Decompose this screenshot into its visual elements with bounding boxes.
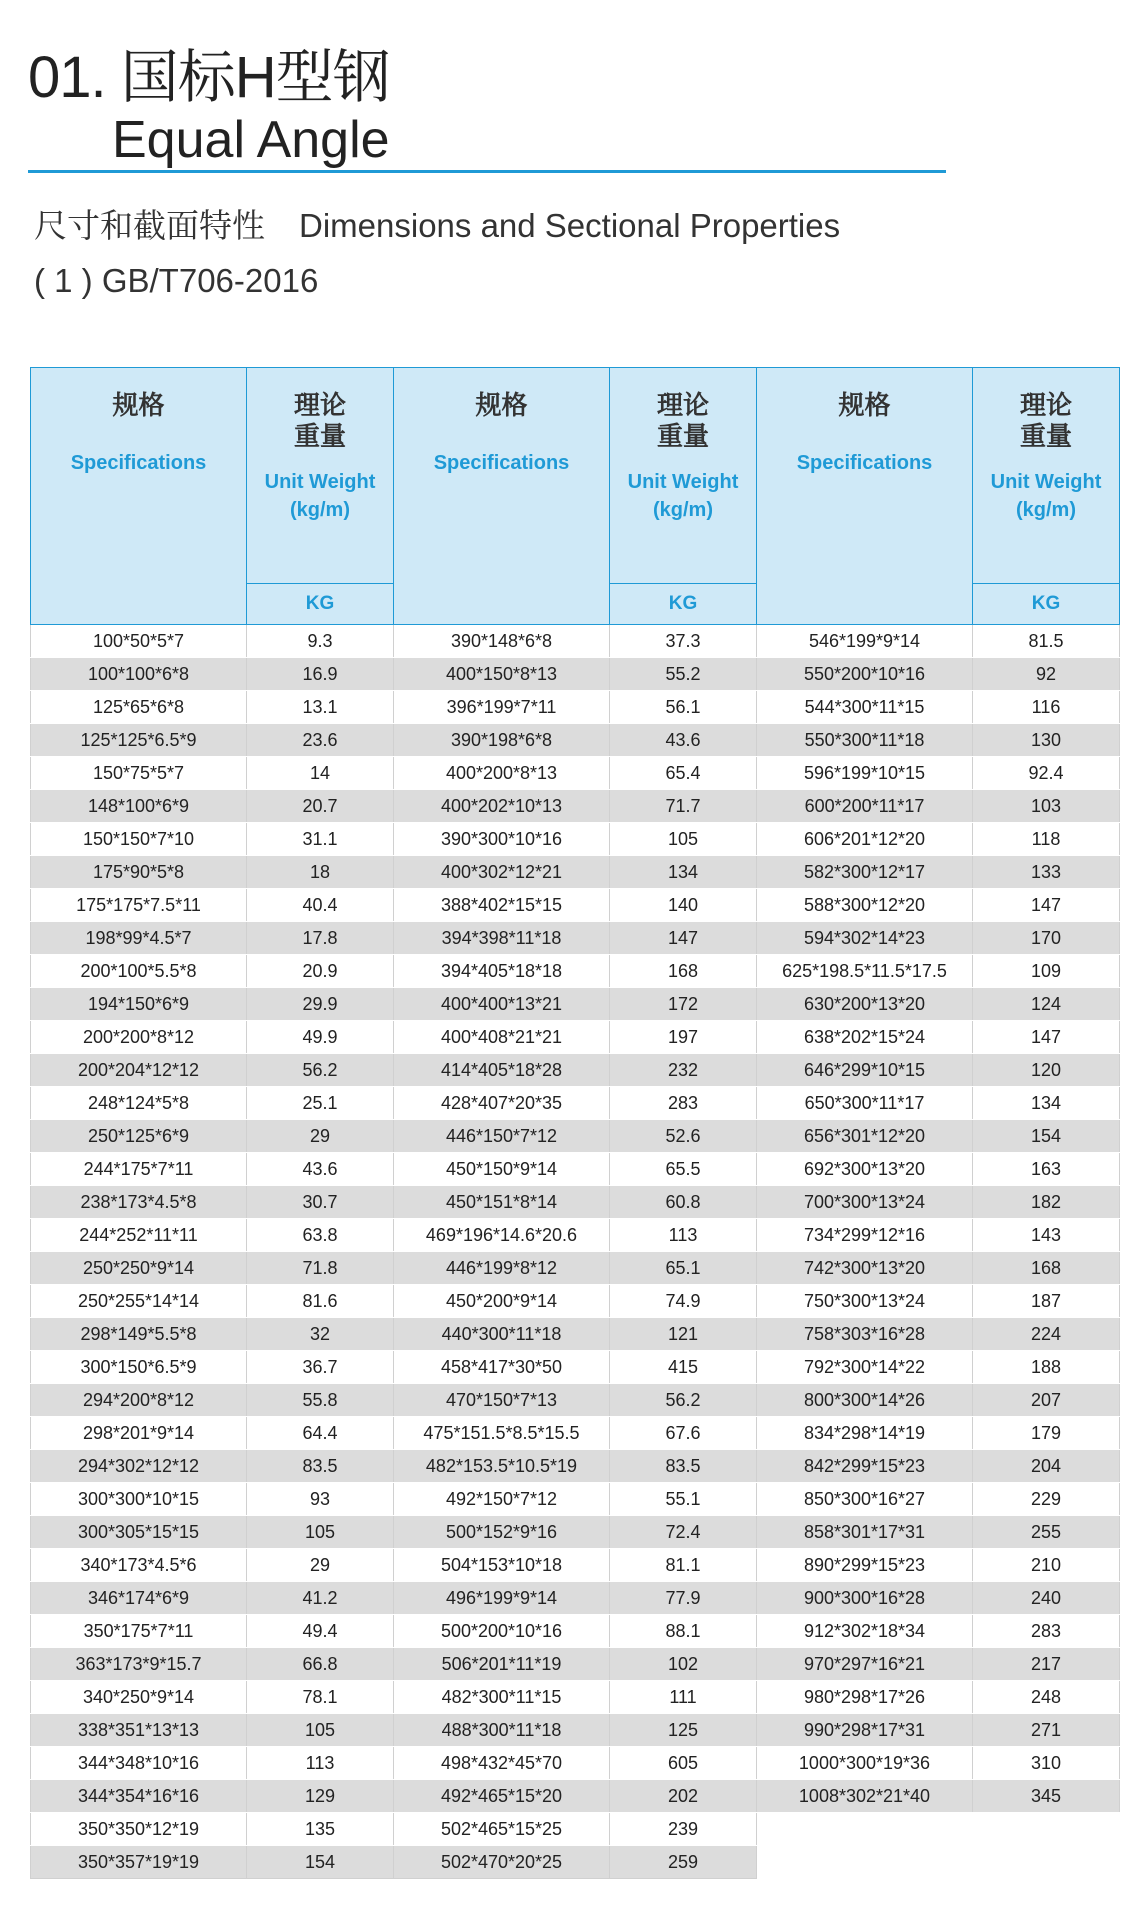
table-row	[31, 1417, 1120, 1450]
spec-cell: 1000*300*19*36	[757, 1747, 973, 1780]
weight-cell: 197	[610, 1021, 757, 1054]
spec-table-body	[31, 625, 1120, 1879]
spec-cell: 970*297*16*21	[757, 1648, 973, 1681]
header-spec-cn: 规格	[112, 390, 165, 420]
weight-cell: 23.6	[247, 724, 394, 757]
header-weight-2	[610, 368, 757, 584]
spec-cell: 400*200*8*13	[394, 757, 610, 790]
spec-cell: 344*354*16*16	[31, 1780, 247, 1813]
spec-cell: 100*100*6*8	[31, 658, 247, 691]
weight-cell: 88.1	[610, 1615, 757, 1648]
table-row	[31, 1615, 1120, 1648]
weight-cell: 65.5	[610, 1153, 757, 1186]
weight-cell: 147	[610, 922, 757, 955]
header-weight-1	[247, 368, 394, 584]
spec-cell: 175*175*7.5*11	[31, 889, 247, 922]
spec-cell: 742*300*13*20	[757, 1252, 973, 1285]
weight-cell: 125	[610, 1714, 757, 1747]
spec-cell: 900*300*16*28	[757, 1582, 973, 1615]
spec-cell: 470*150*7*13	[394, 1384, 610, 1417]
spec-cell: 294*302*12*12	[31, 1450, 247, 1483]
spec-cell: 550*300*11*18	[757, 724, 973, 757]
spec-cell: 363*173*9*15.7	[31, 1648, 247, 1681]
spec-cell: 734*299*12*16	[757, 1219, 973, 1252]
weight-cell: 172	[610, 988, 757, 1021]
table-row	[31, 691, 1120, 724]
header-spec-cn: 规格	[475, 390, 528, 420]
weight-cell: 37.3	[610, 625, 757, 658]
spec-cell: 600*200*11*17	[757, 790, 973, 823]
weight-cell: 64.4	[247, 1417, 394, 1450]
page-title-english: Equal Angle	[112, 111, 390, 169]
weight-cell: 124	[973, 988, 1120, 1021]
spec-cell: 450*151*8*14	[394, 1186, 610, 1219]
weight-cell: 20.9	[247, 955, 394, 988]
spec-cell: 340*250*9*14	[31, 1681, 247, 1714]
subtitle-cn: 尺寸和截面特性	[34, 207, 265, 244]
table-row	[31, 1153, 1120, 1186]
weight-cell: 207	[973, 1384, 1120, 1417]
spec-cell: 388*402*15*15	[394, 889, 610, 922]
table-row	[31, 1384, 1120, 1417]
header-spec-en: Specifications	[433, 452, 570, 474]
weight-cell: 92.4	[973, 757, 1120, 790]
spec-cell: 198*99*4.5*7	[31, 922, 247, 955]
spec-cell: 469*196*14.6*20.6	[394, 1219, 610, 1252]
spec-cell: 492*150*7*12	[394, 1483, 610, 1516]
table-row	[31, 1252, 1120, 1285]
spec-cell: 498*432*45*70	[394, 1747, 610, 1780]
table-row	[31, 1516, 1120, 1549]
table-row	[31, 1450, 1120, 1483]
spec-cell: 298*201*9*14	[31, 1417, 247, 1450]
spec-cell: 238*173*4.5*8	[31, 1186, 247, 1219]
weight-cell: 78.1	[247, 1681, 394, 1714]
weight-cell: 133	[973, 856, 1120, 889]
weight-cell: 55.2	[610, 658, 757, 691]
spec-cell: 175*90*5*8	[31, 856, 247, 889]
weight-cell: 71.8	[247, 1252, 394, 1285]
weight-cell: 224	[973, 1318, 1120, 1351]
spec-cell: 750*300*13*24	[757, 1285, 973, 1318]
spec-cell: 346*174*6*9	[31, 1582, 247, 1615]
spec-cell: 506*201*11*19	[394, 1648, 610, 1681]
weight-cell: 66.8	[247, 1648, 394, 1681]
weight-cell: 259	[610, 1846, 757, 1879]
spec-cell: 890*299*15*23	[757, 1549, 973, 1582]
spec-cell: 692*300*13*20	[757, 1153, 973, 1186]
weight-cell: 111	[610, 1681, 757, 1714]
weight-cell: 72.4	[610, 1516, 757, 1549]
weight-cell: 129	[247, 1780, 394, 1813]
weight-cell: 118	[973, 823, 1120, 856]
weight-cell: 83.5	[247, 1450, 394, 1483]
weight-cell: 29	[247, 1120, 394, 1153]
header-spec-en: Specifications	[796, 452, 933, 474]
header-spec-cn: 规格	[838, 390, 891, 420]
spec-cell: 858*301*17*31	[757, 1516, 973, 1549]
weight-cell: 154	[973, 1120, 1120, 1153]
table-row	[31, 1186, 1120, 1219]
weight-cell: 188	[973, 1351, 1120, 1384]
weight-cell: 20.7	[247, 790, 394, 823]
weight-cell: 113	[610, 1219, 757, 1252]
weight-cell: 217	[973, 1648, 1120, 1681]
weight-cell: 25.1	[247, 1087, 394, 1120]
table-row	[31, 1549, 1120, 1582]
spec-cell: 394*405*18*18	[394, 955, 610, 988]
weight-cell: 232	[610, 1054, 757, 1087]
weight-cell: 105	[247, 1516, 394, 1549]
spec-cell: 834*298*14*19	[757, 1417, 973, 1450]
weight-cell	[973, 1813, 1120, 1846]
weight-cell: 49.9	[247, 1021, 394, 1054]
table-row	[31, 988, 1120, 1021]
weight-cell: 204	[973, 1450, 1120, 1483]
weight-cell: 239	[610, 1813, 757, 1846]
weight-cell: 16.9	[247, 658, 394, 691]
spec-cell: 758*303*16*28	[757, 1318, 973, 1351]
weight-cell: 55.8	[247, 1384, 394, 1417]
weight-cell: 113	[247, 1747, 394, 1780]
spec-cell: 394*398*11*18	[394, 922, 610, 955]
weight-cell: 55.1	[610, 1483, 757, 1516]
weight-cell: 92	[973, 658, 1120, 691]
weight-cell: 229	[973, 1483, 1120, 1516]
header-weight-cn: 理论重量	[293, 390, 346, 451]
table-row	[31, 1318, 1120, 1351]
table-row	[31, 823, 1120, 856]
weight-cell: 30.7	[247, 1186, 394, 1219]
weight-cell: 105	[247, 1714, 394, 1747]
table-row	[31, 1120, 1120, 1153]
weight-cell: 102	[610, 1648, 757, 1681]
spec-cell: 594*302*14*23	[757, 922, 973, 955]
table-row	[31, 1582, 1120, 1615]
weight-cell: 143	[973, 1219, 1120, 1252]
weight-cell: 49.4	[247, 1615, 394, 1648]
spec-cell: 475*151.5*8.5*15.5	[394, 1417, 610, 1450]
table-row	[31, 1483, 1120, 1516]
spec-cell: 546*199*9*14	[757, 625, 973, 658]
header-spec-3	[757, 368, 973, 625]
weight-cell: 67.6	[610, 1417, 757, 1450]
spec-cell: 200*204*12*12	[31, 1054, 247, 1087]
table-row	[31, 625, 1120, 658]
weight-cell: 134	[610, 856, 757, 889]
table-row	[31, 1846, 1120, 1879]
weight-cell: 154	[247, 1846, 394, 1879]
spec-cell: 650*300*11*17	[757, 1087, 973, 1120]
header-weight-en: Unit Weight (kg/m)	[627, 471, 739, 521]
header-weight-en: Unit Weight (kg/m)	[264, 471, 376, 521]
weight-cell: 109	[973, 955, 1120, 988]
weight-cell: 81.5	[973, 625, 1120, 658]
weight-cell: 105	[610, 823, 757, 856]
weight-cell: 81.6	[247, 1285, 394, 1318]
spec-cell: 496*199*9*14	[394, 1582, 610, 1615]
spec-cell: 100*50*5*7	[31, 625, 247, 658]
spec-cell: 482*300*11*15	[394, 1681, 610, 1714]
weight-cell: 605	[610, 1747, 757, 1780]
weight-cell: 56.2	[247, 1054, 394, 1087]
spec-cell: 440*300*11*18	[394, 1318, 610, 1351]
spec-cell: 800*300*14*26	[757, 1384, 973, 1417]
weight-cell	[973, 1846, 1120, 1879]
table-row	[31, 1351, 1120, 1384]
spec-cell: 646*299*10*15	[757, 1054, 973, 1087]
weight-cell: 77.9	[610, 1582, 757, 1615]
weight-cell: 130	[973, 724, 1120, 757]
weight-cell: 179	[973, 1417, 1120, 1450]
table-row	[31, 658, 1120, 691]
spec-cell: 298*149*5.5*8	[31, 1318, 247, 1351]
spec-cell: 344*348*10*16	[31, 1747, 247, 1780]
spec-cell: 625*198.5*11.5*17.5	[757, 955, 973, 988]
spec-table	[30, 367, 1120, 1879]
spec-cell: 850*300*16*27	[757, 1483, 973, 1516]
table-row	[31, 955, 1120, 988]
header-unit-2: KG	[610, 584, 757, 625]
spec-cell: 482*153.5*10.5*19	[394, 1450, 610, 1483]
weight-cell: 163	[973, 1153, 1120, 1186]
weight-cell: 41.2	[247, 1582, 394, 1615]
header-spec-1	[31, 368, 247, 625]
spec-cell: 792*300*14*22	[757, 1351, 973, 1384]
spec-cell: 338*351*13*13	[31, 1714, 247, 1747]
weight-cell: 103	[973, 790, 1120, 823]
header-weight-cn: 理论重量	[656, 390, 709, 451]
spec-cell: 912*302*18*34	[757, 1615, 973, 1648]
weight-cell: 52.6	[610, 1120, 757, 1153]
table-row	[31, 856, 1120, 889]
spec-cell	[757, 1813, 973, 1846]
weight-cell: 13.1	[247, 691, 394, 724]
spec-cell: 400*202*10*13	[394, 790, 610, 823]
header-weight-3	[973, 368, 1120, 584]
weight-cell: 140	[610, 889, 757, 922]
spec-cell: 842*299*15*23	[757, 1450, 973, 1483]
weight-cell: 81.1	[610, 1549, 757, 1582]
section-subtitle	[34, 200, 840, 247]
spec-cell: 990*298*17*31	[757, 1714, 973, 1747]
spec-cell	[757, 1846, 973, 1879]
weight-cell: 71.7	[610, 790, 757, 823]
weight-cell: 187	[973, 1285, 1120, 1318]
spec-cell: 700*300*13*24	[757, 1186, 973, 1219]
spec-cell: 428*407*20*35	[394, 1087, 610, 1120]
spec-cell: 450*200*9*14	[394, 1285, 610, 1318]
spec-cell: 150*75*5*7	[31, 757, 247, 790]
header-unit-1: KG	[247, 584, 394, 625]
table-row	[31, 1219, 1120, 1252]
weight-cell: 202	[610, 1780, 757, 1813]
weight-cell: 168	[973, 1252, 1120, 1285]
weight-cell: 83.5	[610, 1450, 757, 1483]
spec-cell: 630*200*13*20	[757, 988, 973, 1021]
weight-cell: 168	[610, 955, 757, 988]
spec-cell: 340*173*4.5*6	[31, 1549, 247, 1582]
table-row	[31, 1648, 1120, 1681]
table-row	[31, 1714, 1120, 1747]
spec-cell: 250*125*6*9	[31, 1120, 247, 1153]
table-row	[31, 1021, 1120, 1054]
spec-cell: 350*350*12*19	[31, 1813, 247, 1846]
weight-cell: 147	[973, 889, 1120, 922]
weight-cell: 283	[973, 1615, 1120, 1648]
spec-cell: 502*465*15*25	[394, 1813, 610, 1846]
spec-cell: 390*198*6*8	[394, 724, 610, 757]
subtitle-en: Dimensions and Sectional Properties	[299, 207, 841, 244]
weight-cell: 43.6	[610, 724, 757, 757]
spec-cell: 446*199*8*12	[394, 1252, 610, 1285]
header-unit-3: KG	[973, 584, 1120, 625]
spec-cell: 250*250*9*14	[31, 1252, 247, 1285]
spec-cell: 300*150*6.5*9	[31, 1351, 247, 1384]
table-row	[31, 922, 1120, 955]
spec-cell: 582*300*12*17	[757, 856, 973, 889]
spec-cell: 606*201*12*20	[757, 823, 973, 856]
weight-cell: 56.2	[610, 1384, 757, 1417]
spec-cell: 588*300*12*20	[757, 889, 973, 922]
spec-cell: 248*124*5*8	[31, 1087, 247, 1120]
weight-cell: 17.8	[247, 922, 394, 955]
weight-cell: 9.3	[247, 625, 394, 658]
header-weight-en: Unit Weight (kg/m)	[990, 471, 1102, 521]
spec-cell: 488*300*11*18	[394, 1714, 610, 1747]
weight-cell: 29.9	[247, 988, 394, 1021]
weight-cell: 210	[973, 1549, 1120, 1582]
weight-cell: 31.1	[247, 823, 394, 856]
weight-cell: 345	[973, 1780, 1120, 1813]
spec-cell: 550*200*10*16	[757, 658, 973, 691]
spec-cell: 350*175*7*11	[31, 1615, 247, 1648]
table-row	[31, 1780, 1120, 1813]
table-row	[31, 889, 1120, 922]
weight-cell: 283	[610, 1087, 757, 1120]
spec-cell: 458*417*30*50	[394, 1351, 610, 1384]
header-weight-cn: 理论重量	[1019, 390, 1072, 451]
spec-cell: 502*470*20*25	[394, 1846, 610, 1879]
spec-cell: 446*150*7*12	[394, 1120, 610, 1153]
weight-cell: 18	[247, 856, 394, 889]
weight-cell: 36.7	[247, 1351, 394, 1384]
weight-cell: 170	[973, 922, 1120, 955]
spec-cell: 390*148*6*8	[394, 625, 610, 658]
spec-cell: 350*357*19*19	[31, 1846, 247, 1879]
page-title: 01. 国标H型钢	[28, 45, 390, 110]
spec-cell: 400*400*13*21	[394, 988, 610, 1021]
header-spec-en: Specifications	[70, 452, 207, 474]
spec-cell: 148*100*6*9	[31, 790, 247, 823]
spec-cell: 300*300*10*15	[31, 1483, 247, 1516]
spec-cell: 244*252*11*11	[31, 1219, 247, 1252]
weight-cell: 120	[973, 1054, 1120, 1087]
weight-cell: 240	[973, 1582, 1120, 1615]
weight-cell: 147	[973, 1021, 1120, 1054]
table-row	[31, 1087, 1120, 1120]
weight-cell: 93	[247, 1483, 394, 1516]
weight-cell: 116	[973, 691, 1120, 724]
spec-cell: 400*150*8*13	[394, 658, 610, 691]
weight-cell: 248	[973, 1681, 1120, 1714]
title-divider	[28, 170, 946, 173]
weight-cell: 135	[247, 1813, 394, 1846]
table-row	[31, 790, 1120, 823]
spec-cell: 200*100*5.5*8	[31, 955, 247, 988]
table-row	[31, 1054, 1120, 1087]
table-row	[31, 724, 1120, 757]
weight-cell: 271	[973, 1714, 1120, 1747]
spec-cell: 150*150*7*10	[31, 823, 247, 856]
table-row	[31, 1285, 1120, 1318]
spec-cell: 396*199*7*11	[394, 691, 610, 724]
weight-cell: 65.1	[610, 1252, 757, 1285]
table-row	[31, 1747, 1120, 1780]
spec-cell: 596*199*10*15	[757, 757, 973, 790]
spec-cell: 125*65*6*8	[31, 691, 247, 724]
spec-cell: 244*175*7*11	[31, 1153, 247, 1186]
spec-cell: 492*465*15*20	[394, 1780, 610, 1813]
spec-cell: 414*405*18*28	[394, 1054, 610, 1087]
weight-cell: 32	[247, 1318, 394, 1351]
spec-cell: 125*125*6.5*9	[31, 724, 247, 757]
spec-cell: 400*408*21*21	[394, 1021, 610, 1054]
spec-cell: 500*200*10*16	[394, 1615, 610, 1648]
weight-cell: 74.9	[610, 1285, 757, 1318]
weight-cell: 65.4	[610, 757, 757, 790]
spec-cell: 400*302*12*21	[394, 856, 610, 889]
standard-code: ( 1 ) GB/T706-2016	[34, 262, 319, 299]
spec-cell: 200*200*8*12	[31, 1021, 247, 1054]
spec-cell: 980*298*17*26	[757, 1681, 973, 1714]
weight-cell: 134	[973, 1087, 1120, 1120]
spec-cell: 300*305*15*15	[31, 1516, 247, 1549]
weight-cell: 29	[247, 1549, 394, 1582]
weight-cell: 14	[247, 757, 394, 790]
spec-cell: 1008*302*21*40	[757, 1780, 973, 1813]
spec-cell: 544*300*11*15	[757, 691, 973, 724]
weight-cell: 63.8	[247, 1219, 394, 1252]
spec-cell: 500*152*9*16	[394, 1516, 610, 1549]
weight-cell: 43.6	[247, 1153, 394, 1186]
weight-cell: 415	[610, 1351, 757, 1384]
weight-cell: 121	[610, 1318, 757, 1351]
table-row	[31, 757, 1120, 790]
spec-cell: 390*300*10*16	[394, 823, 610, 856]
weight-cell: 56.1	[610, 691, 757, 724]
weight-cell: 182	[973, 1186, 1120, 1219]
weight-cell: 255	[973, 1516, 1120, 1549]
weight-cell: 310	[973, 1747, 1120, 1780]
spec-cell: 194*150*6*9	[31, 988, 247, 1021]
spec-cell: 638*202*15*24	[757, 1021, 973, 1054]
spec-cell: 250*255*14*14	[31, 1285, 247, 1318]
spec-cell: 656*301*12*20	[757, 1120, 973, 1153]
table-row	[31, 1681, 1120, 1714]
weight-cell: 40.4	[247, 889, 394, 922]
header-spec-2	[394, 368, 610, 625]
weight-cell: 60.8	[610, 1186, 757, 1219]
spec-cell: 504*153*10*18	[394, 1549, 610, 1582]
spec-cell: 450*150*9*14	[394, 1153, 610, 1186]
table-row	[31, 1813, 1120, 1846]
spec-cell: 294*200*8*12	[31, 1384, 247, 1417]
